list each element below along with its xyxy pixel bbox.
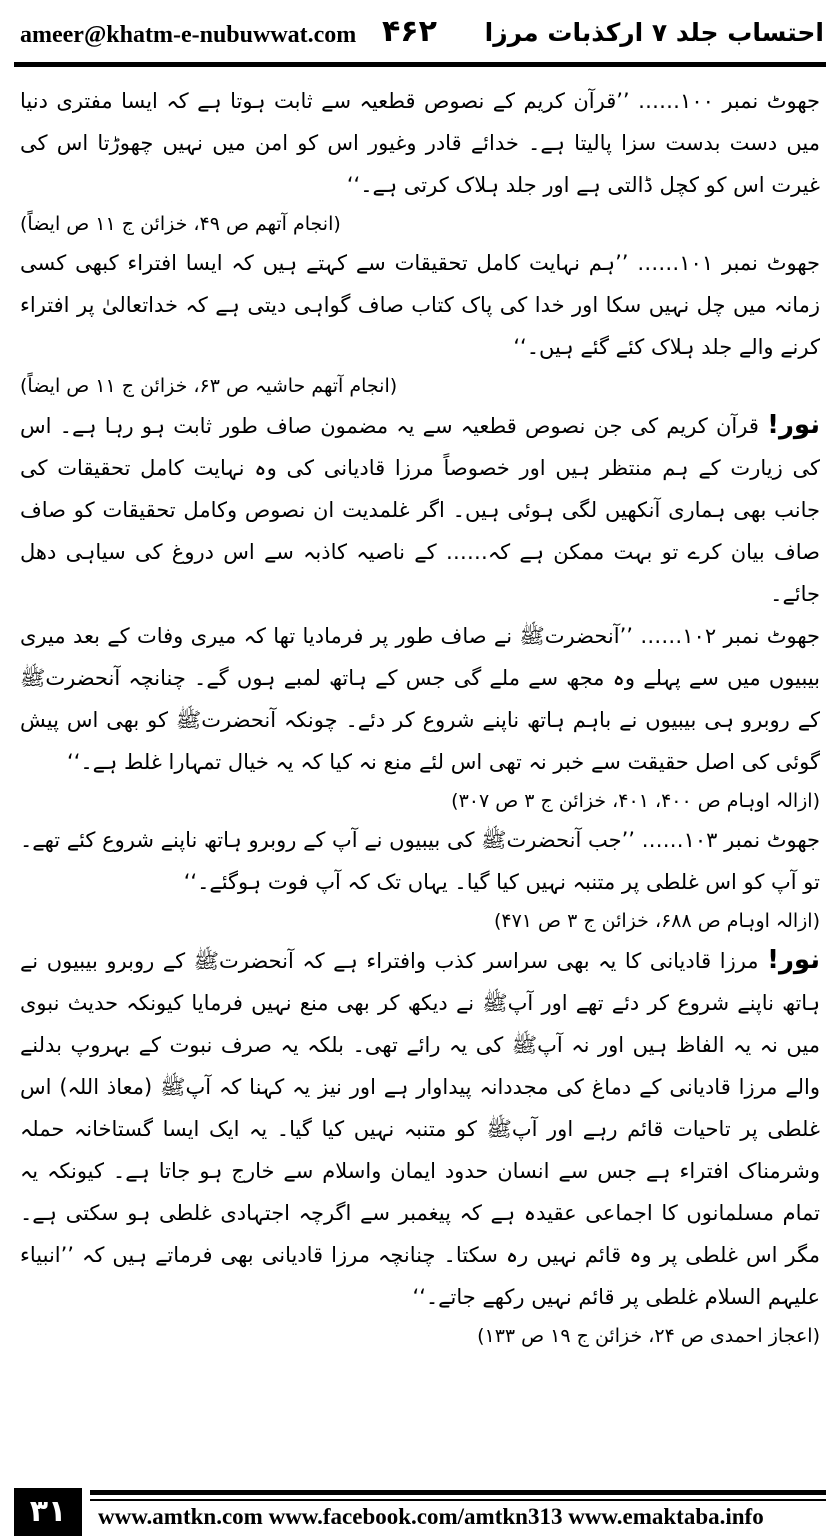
footer-page-number: ۳۱ (14, 1488, 82, 1536)
noor-response-2 (20, 939, 820, 1318)
noor-response-1-text: قرآن کریم کی جن نصوص قطعیہ سے یہ مضمون صاف طور ثابت ہو رہا ہے۔ اس کی زیارت کے ہم منتظر ہیں اور خصوصاً مرزا قادیانی کی وہ نہایت کامل تحقیقات کی جانب بھی ہماری آنکھیں لگی ہوئی ہیں۔ اگر غلمدیت ان نصوص وکامل تحقیقات کو صاف صاف بیان کرے تو بہت ممکن ہے کہ…… کے ناصیہ کاذبہ سے اس دروغ کی سیاہی دھل جائے۔ (20, 414, 820, 606)
noor-label: نور! (767, 945, 820, 975)
page-header (0, 0, 840, 70)
lie-103-paragraph: جھوٹ نمبر ۱۰۳…… ’’جب آنحضرتﷺ کی بیبیوں نے آپ کے روبرو ہاتھ ناپنے شروع کئے تھے۔ تو آپ کو اس غلطی پر متنبہ نہیں کیا گیا۔ یہاں تک کہ آپ فوت ہوگئے۔‘‘ (20, 828, 820, 894)
header-page-number: ۴۶۲ (382, 14, 437, 49)
lie-100-paragraph: جھوٹ نمبر ۱۰۰…… ’’قرآن کریم کے نصوص قطعیہ سے ثابت ہوتا ہے کہ ایسا مفتری دنیا میں دست بدست سزا پالیتا ہے۔ خدائے قادر وغیور اس کو امن میں نہیں چھوڑتا اس کی غیرت اس کو کچل ڈالتی ہے اور جلد ہلاک کرتی ہے۔‘‘ (20, 89, 820, 197)
lie-101-paragraph: جھوٹ نمبر ۱۰۱…… ’’ہم نہایت کامل تحقیقات سے کہتے ہیں کہ ایسا افتراء کبھی کسی زمانہ میں چل نہیں سکا اور خدا کی پاک کتاب صاف گواہی دیتی ہے کہ خداتعالیٰ پر افتراء کرنے والے جلد ہلاک کئے گئے ہیں۔‘‘ (20, 251, 820, 359)
page-body (20, 80, 820, 1475)
noor-label: نور! (767, 410, 820, 440)
noor-response-1 (20, 404, 820, 615)
lie-103-reference: (ازالہ اوہام ص ۶۸۸، خزائن ج ۳ ص ۴۷۱) (493, 910, 820, 932)
footer-divider (90, 1490, 826, 1495)
lie-102-reference: (ازالہ اوہام ص ۴۰۰، ۴۰۱، خزائن ج ۳ ص ۳۰۷) (451, 790, 820, 812)
footer-divider-thin (90, 1499, 826, 1501)
ijaz-ahmadi-reference: (اعجاز احمدی ص ۲۴، خزائن ج ۱۹ ص ۱۳۳) (477, 1325, 820, 1347)
lie-102-paragraph: جھوٹ نمبر ۱۰۲…… ’’آنحضرتﷺ نے صاف طور پر فرمادیا تھا کہ میری وفات کے بعد میری بیبیوں میں سے پہلے وہ مجھ سے ملے گی جس کے ہاتھ لمبے ہوں گے۔ چنانچہ آنحضرتﷺ کے روبرو ہی بیبیوں نے باہم ہاتھ ناپنے شروع کر دئے۔ چونکہ آنحضرتﷺ کو بھی اس پیش گوئی کی اصل حقیقت سے خبر نہ تھی اس لئے منع نہ کیا کہ یہ خیال تمہارا غلط ہے۔‘‘ (20, 624, 820, 774)
lie-101-reference: (انجام آتھم حاشیہ ص ۶۳، خزائن ج ۱۱ ص ایضاً) (20, 375, 398, 397)
lie-100-reference: (انجام آتھم ص ۴۹، خزائن ج ۱۱ ص ایضاً) (20, 213, 341, 235)
page-footer (14, 1488, 826, 1536)
header-divider (14, 62, 826, 67)
footer-website-links[interactable]: www.amtkn.com www.facebook.com/amtkn313 www.emaktaba.info (98, 1504, 764, 1529)
noor-response-2-text: مرزا قادیانی کا یہ بھی سراسر کذب وافتراء ہے کہ آنحضرتﷺ کے روبرو بیبیوں نے ہاتھ ناپنے شروع کر دئے تھے اور آپﷺ نے دیکھ کر بھی منع نہیں فرمایا کیونکہ حدیث نبوی میں نہ یہ الفاظ ہیں اور نہ آپﷺ کی یہ رائے تھی۔ بلکہ یہ صرف نبوت کے بہروپ بدلنے والے مرزا قادیانی کے دماغ کی مجددانہ پیداوار ہے اور نیز یہ کہنا کہ آپﷺ (معاذ اللہ) اس غلطی پر تاحیات قائم رہے اور آپﷺ کو متنبہ نہیں کیا گیا۔ یہ ایک ایسا گستاخانہ حملہ وشرمناک افتراء ہے جس سے انسان حدود ایمان واسلام سے خارج ہو جاتا ہے۔ کیونکہ یہ تمام مسلمانوں کا اجماعی عقیدہ ہے کہ پیغمبر سے اگرچہ اجتہادی غلطی ہو سکتی ہے۔ مگر اس غلطی پر وہ قائم نہیں رہ سکتا۔ چنانچہ مرزا قادیانی بھی فرماتے ہیں کہ ’’انبیاء علیہم السلام غلطی پر قائم نہیں رکھے جاتے۔‘‘ (20, 949, 820, 1309)
header-email: ameer@khatm-e-nubuwwat.com (20, 22, 357, 48)
header-book-title: احتساب جلد ۷ ارکذبات مرزا (484, 18, 824, 47)
